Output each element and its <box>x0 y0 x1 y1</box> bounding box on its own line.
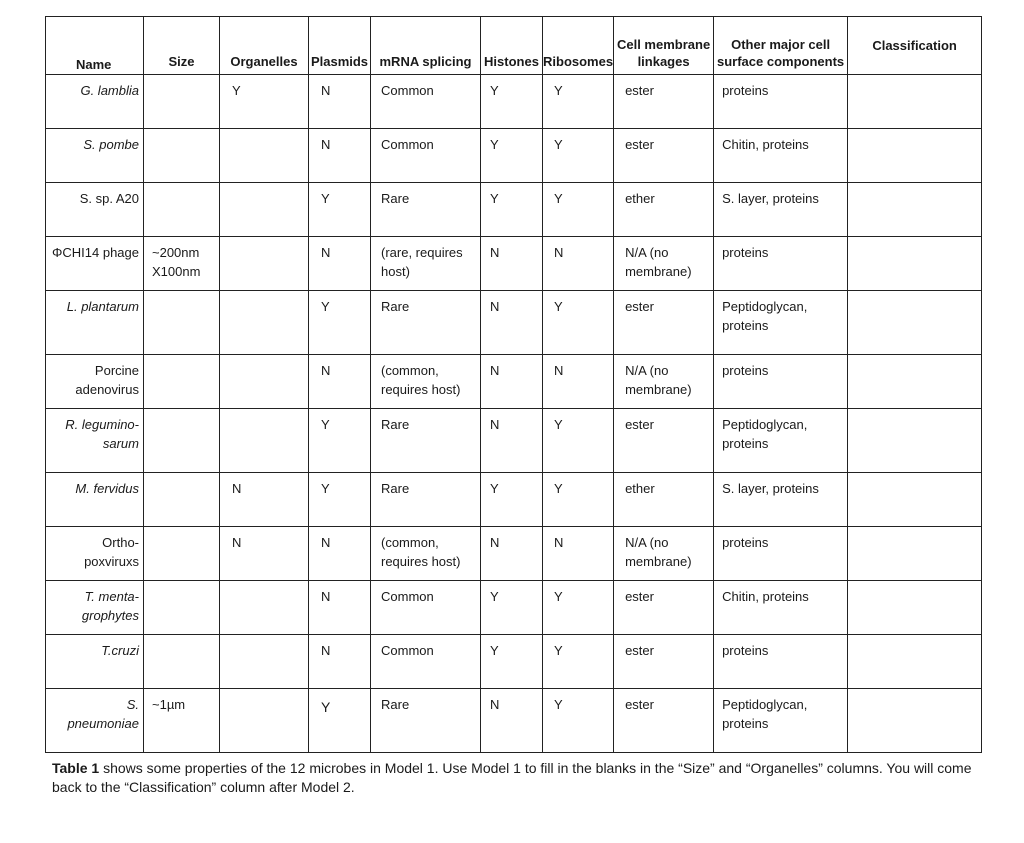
cell-classification-text <box>848 689 981 695</box>
cell-membrane-linkage-text: ester <box>625 697 654 712</box>
cell-classification <box>848 129 982 183</box>
cell-ribosomes-text: N <box>554 535 564 550</box>
cell-name <box>46 237 144 291</box>
cell-classification <box>848 635 982 689</box>
cell-surface-components <box>714 581 848 635</box>
cell-name-text: S. pombe <box>83 137 139 152</box>
cell-surface-components <box>714 291 848 355</box>
cell-surface-components-text: Chitin, proteins <box>722 137 809 152</box>
table-row <box>46 291 982 355</box>
cell-histones-text: N <box>490 363 500 378</box>
microbe-properties-table <box>45 16 982 753</box>
cell-membrane-linkage <box>614 355 714 409</box>
cell-plasmids <box>309 75 371 129</box>
cell-mrna-splicing <box>371 355 481 409</box>
cell-name <box>46 527 144 581</box>
cell-organelles-text <box>220 635 308 641</box>
cell-plasmids <box>309 581 371 635</box>
cell-ribosomes <box>543 635 614 689</box>
cell-histones-text: Y <box>490 481 499 496</box>
cell-surface-components <box>714 75 848 129</box>
cell-mrna-splicing <box>371 473 481 527</box>
cell-name-text: M. fervidus <box>75 481 139 496</box>
cell-size-text <box>144 291 219 297</box>
cell-membrane-linkage-text: ester <box>625 589 654 604</box>
cell-histones-text: Y <box>490 643 499 658</box>
cell-size <box>144 355 220 409</box>
cell-name-text: T. menta-grophytes <box>81 589 139 623</box>
cell-histones <box>481 409 543 473</box>
cell-mrna-splicing-text: (rare, requires host) <box>381 245 463 279</box>
cell-membrane-linkage-text: ester <box>625 83 654 98</box>
cell-organelles-text <box>220 581 308 587</box>
cell-mrna-splicing-text: Rare <box>381 481 410 496</box>
cell-histones-text: Y <box>490 83 499 98</box>
cell-membrane-linkage <box>614 75 714 129</box>
cell-membrane-linkage <box>614 689 714 753</box>
cell-organelles <box>220 635 309 689</box>
cell-plasmids-text: Y <box>321 417 330 432</box>
cell-membrane-linkage-text: ether <box>625 191 655 206</box>
cell-plasmids-text: Y <box>321 191 330 206</box>
cell-membrane-linkage <box>614 291 714 355</box>
table-row <box>46 355 982 409</box>
cell-surface-components-text: Peptidoglycan, proteins <box>722 417 808 451</box>
cell-membrane-linkage <box>614 635 714 689</box>
cell-histones-text: N <box>490 535 500 550</box>
cell-histones-text: Y <box>490 137 499 152</box>
cell-surface-components <box>714 183 848 237</box>
cell-surface-components-text: proteins <box>722 643 769 658</box>
cell-name <box>46 75 144 129</box>
cell-ribosomes <box>543 129 614 183</box>
cell-classification <box>848 689 982 753</box>
cell-classification-text <box>848 237 981 243</box>
cell-name-text: ΦCHI14 phage <box>52 245 139 260</box>
cell-name <box>46 581 144 635</box>
cell-classification <box>848 409 982 473</box>
cell-organelles-text: N <box>232 481 242 496</box>
cell-name-text: S. pneumoniae <box>67 697 139 731</box>
cell-histones <box>481 527 543 581</box>
cell-size <box>144 635 220 689</box>
cell-surface-components-text: S. layer, proteins <box>722 191 819 206</box>
cell-size-text <box>144 473 219 479</box>
cell-name <box>46 355 144 409</box>
cell-classification-text <box>848 75 981 81</box>
cell-size-text <box>144 183 219 189</box>
cell-size-text <box>144 635 219 641</box>
table-row <box>46 689 982 753</box>
cell-ribosomes <box>543 291 614 355</box>
cell-surface-components <box>714 237 848 291</box>
cell-plasmids <box>309 291 371 355</box>
cell-ribosomes-text: Y <box>554 137 563 152</box>
cell-size-text <box>144 409 219 415</box>
cell-mrna-splicing-text: Rare <box>381 417 410 432</box>
header-ribosomes: Ribosomes <box>543 17 614 75</box>
cell-surface-components <box>714 527 848 581</box>
cell-membrane-linkage <box>614 129 714 183</box>
cell-ribosomes-text: N <box>554 245 564 260</box>
cell-ribosomes-text: Y <box>554 299 563 314</box>
header-plasmids: Plasmids <box>309 17 371 75</box>
cell-histones <box>481 129 543 183</box>
header-classification: Classification <box>848 17 982 75</box>
cell-plasmids-text: N <box>321 83 331 98</box>
cell-plasmids-text: N <box>321 137 331 152</box>
cell-mrna-splicing-text: Rare <box>381 191 410 206</box>
cell-size <box>144 237 220 291</box>
cell-classification <box>848 527 982 581</box>
table-row <box>46 527 982 581</box>
cell-plasmids-text: Y <box>321 481 330 496</box>
table-row <box>46 237 982 291</box>
cell-mrna-splicing <box>371 581 481 635</box>
cell-mrna-splicing-text: Common <box>381 137 434 152</box>
cell-organelles <box>220 689 309 753</box>
cell-surface-components-text: proteins <box>722 245 769 260</box>
cell-histones <box>481 291 543 355</box>
cell-size <box>144 581 220 635</box>
cell-classification <box>848 581 982 635</box>
cell-name-text: S. sp. A20 <box>79 191 139 206</box>
cell-organelles <box>220 75 309 129</box>
cell-mrna-splicing <box>371 689 481 753</box>
cell-plasmids-text: N <box>321 535 331 550</box>
cell-membrane-linkage <box>614 237 714 291</box>
cell-name <box>46 129 144 183</box>
cell-histones-text: N <box>490 299 500 314</box>
cell-membrane-linkage-text: N/A (no membrane) <box>625 363 692 397</box>
cell-ribosomes <box>543 689 614 753</box>
cell-mrna-splicing <box>371 75 481 129</box>
cell-membrane-linkage <box>614 527 714 581</box>
cell-name <box>46 291 144 355</box>
cell-membrane-linkage-text: ester <box>625 417 654 432</box>
cell-membrane-linkage-text: N/A (no membrane) <box>625 245 692 279</box>
cell-ribosomes-text: N <box>554 363 564 378</box>
cell-classification-text <box>848 183 981 189</box>
cell-organelles <box>220 237 309 291</box>
cell-plasmids <box>309 473 371 527</box>
cell-plasmids <box>309 689 371 753</box>
cell-classification <box>848 75 982 129</box>
cell-membrane-linkage <box>614 473 714 527</box>
cell-size <box>144 409 220 473</box>
cell-size <box>144 689 220 753</box>
cell-organelles <box>220 409 309 473</box>
table-row <box>46 129 982 183</box>
cell-ribosomes-text: Y <box>554 589 563 604</box>
cell-ribosomes <box>543 237 614 291</box>
cell-classification <box>848 291 982 355</box>
cell-plasmids-text: N <box>321 589 331 604</box>
cell-mrna-splicing-text: Common <box>381 643 434 658</box>
cell-ribosomes-text: Y <box>554 83 563 98</box>
table-row <box>46 581 982 635</box>
cell-plasmids-text: N <box>321 643 331 658</box>
cell-ribosomes <box>543 355 614 409</box>
cell-name <box>46 473 144 527</box>
cell-surface-components <box>714 409 848 473</box>
cell-plasmids-text: N <box>321 363 331 378</box>
cell-ribosomes <box>543 75 614 129</box>
cell-name-text: Porcine adenovirus <box>75 363 139 397</box>
cell-surface-components-text: Chitin, proteins <box>722 589 809 604</box>
cell-surface-components <box>714 355 848 409</box>
table-row <box>46 183 982 237</box>
cell-size <box>144 473 220 527</box>
cell-classification-text <box>848 635 981 641</box>
cell-name-text: G. lamblia <box>80 83 139 98</box>
cell-membrane-linkage <box>614 183 714 237</box>
cell-surface-components <box>714 473 848 527</box>
cell-classification-text <box>848 409 981 415</box>
cell-surface-components <box>714 129 848 183</box>
cell-name-text: Ortho-poxviruxs <box>84 535 139 569</box>
cell-mrna-splicing <box>371 183 481 237</box>
cell-histones <box>481 689 543 753</box>
cell-plasmids <box>309 527 371 581</box>
cell-plasmids-text: N <box>321 245 331 260</box>
cell-histones <box>481 581 543 635</box>
cell-organelles-text <box>220 183 308 189</box>
header-surface-components: Other major cell surface components <box>714 17 848 75</box>
caption-label: Table 1 <box>52 760 100 776</box>
cell-surface-components-text: S. layer, proteins <box>722 481 819 496</box>
cell-organelles <box>220 527 309 581</box>
cell-histones <box>481 355 543 409</box>
cell-mrna-splicing <box>371 291 481 355</box>
cell-name-text: T.cruzi <box>101 643 139 658</box>
cell-size <box>144 129 220 183</box>
caption-text: shows some properties of the 12 microbes in Model 1. Use Model 1 to fill in the blanks in the “Size” and “Organelles” columns. You will come back to the “Classification” column after Model 2. <box>52 760 972 795</box>
cell-organelles <box>220 355 309 409</box>
cell-organelles <box>220 129 309 183</box>
cell-histones-text: N <box>490 697 500 712</box>
cell-organelles-text: N <box>232 535 242 550</box>
cell-plasmids-text: Y <box>321 299 330 314</box>
header-organelles: Organelles <box>220 17 309 75</box>
cell-plasmids <box>309 183 371 237</box>
cell-name <box>46 635 144 689</box>
cell-name-text: L. plantarum <box>66 299 139 314</box>
cell-histones-text: N <box>490 245 500 260</box>
cell-histones <box>481 635 543 689</box>
header-histones: Histones <box>481 17 543 75</box>
cell-mrna-splicing <box>371 635 481 689</box>
cell-mrna-splicing <box>371 527 481 581</box>
cell-plasmids <box>309 409 371 473</box>
cell-ribosomes <box>543 473 614 527</box>
cell-classification-text <box>848 129 981 135</box>
cell-size-text: ~200nm X100nm <box>152 245 201 279</box>
cell-size-text <box>144 581 219 587</box>
cell-name <box>46 689 144 753</box>
cell-size-text <box>144 129 219 135</box>
cell-classification <box>848 183 982 237</box>
header-size: Size <box>144 17 220 75</box>
cell-surface-components <box>714 635 848 689</box>
cell-organelles-text <box>220 409 308 415</box>
cell-mrna-splicing-text: Common <box>381 83 434 98</box>
cell-mrna-splicing <box>371 237 481 291</box>
cell-name <box>46 409 144 473</box>
cell-ribosomes-text: Y <box>554 697 563 712</box>
cell-ribosomes <box>543 409 614 473</box>
cell-organelles <box>220 473 309 527</box>
cell-surface-components-text: Peptidoglycan, proteins <box>722 697 808 731</box>
cell-surface-components-text: Peptidoglycan, proteins <box>722 299 808 333</box>
cell-histones <box>481 183 543 237</box>
cell-ribosomes <box>543 581 614 635</box>
cell-name-text: R. legumino-sarum <box>65 417 139 451</box>
cell-size <box>144 291 220 355</box>
cell-plasmids <box>309 635 371 689</box>
cell-membrane-linkage <box>614 409 714 473</box>
cell-membrane-linkage-text: ester <box>625 299 654 314</box>
cell-plasmids <box>309 355 371 409</box>
cell-plasmids-text: Y <box>321 699 331 715</box>
header-name: Name <box>46 17 144 75</box>
cell-histones <box>481 75 543 129</box>
cell-organelles-text <box>220 237 308 243</box>
cell-ribosomes <box>543 527 614 581</box>
cell-classification-text <box>848 355 981 361</box>
cell-membrane-linkage-text: ester <box>625 643 654 658</box>
cell-membrane-linkage-text: N/A (no membrane) <box>625 535 692 569</box>
cell-size <box>144 183 220 237</box>
cell-mrna-splicing-text: Rare <box>381 299 410 314</box>
cell-size <box>144 527 220 581</box>
cell-plasmids <box>309 237 371 291</box>
cell-histones-text: Y <box>490 589 499 604</box>
cell-organelles-text <box>220 689 308 695</box>
cell-surface-components <box>714 689 848 753</box>
cell-organelles <box>220 183 309 237</box>
table-row <box>46 409 982 473</box>
cell-mrna-splicing-text: (common, requires host) <box>381 363 461 397</box>
cell-surface-components-text: proteins <box>722 535 769 550</box>
header-mrna-splicing: mRNA splicing <box>371 17 481 75</box>
cell-mrna-splicing <box>371 129 481 183</box>
table-row <box>46 75 982 129</box>
cell-surface-components-text: proteins <box>722 83 769 98</box>
cell-size-text <box>144 355 219 361</box>
cell-mrna-splicing-text: Common <box>381 589 434 604</box>
cell-classification <box>848 473 982 527</box>
cell-organelles-text <box>220 129 308 135</box>
cell-ribosomes-text: Y <box>554 191 563 206</box>
cell-classification <box>848 355 982 409</box>
cell-organelles-text: Y <box>232 83 241 98</box>
cell-organelles-text <box>220 291 308 297</box>
cell-surface-components-text: proteins <box>722 363 769 378</box>
table-row <box>46 635 982 689</box>
cell-plasmids <box>309 129 371 183</box>
cell-mrna-splicing-text: (common, requires host) <box>381 535 461 569</box>
table-caption <box>52 759 992 797</box>
cell-size-text <box>144 75 219 81</box>
cell-classification-text <box>848 291 981 297</box>
header-cell-membrane-linkages: Cell membrane linkages <box>614 17 714 75</box>
cell-ribosomes-text: Y <box>554 643 563 658</box>
cell-membrane-linkage-text: ester <box>625 137 654 152</box>
cell-histones <box>481 473 543 527</box>
cell-mrna-splicing-text: Rare <box>381 697 410 712</box>
cell-mrna-splicing <box>371 409 481 473</box>
cell-name <box>46 183 144 237</box>
cell-membrane-linkage-text: ether <box>625 481 655 496</box>
cell-classification-text <box>848 581 981 587</box>
cell-membrane-linkage <box>614 581 714 635</box>
cell-size-text <box>144 527 219 533</box>
cell-ribosomes-text: Y <box>554 417 563 432</box>
cell-histones-text: Y <box>490 191 499 206</box>
cell-classification-text <box>848 473 981 479</box>
cell-organelles <box>220 291 309 355</box>
cell-size-text: ~1µm <box>152 697 186 712</box>
table-row <box>46 473 982 527</box>
cell-ribosomes <box>543 183 614 237</box>
cell-organelles <box>220 581 309 635</box>
cell-histones <box>481 237 543 291</box>
cell-ribosomes-text: Y <box>554 481 563 496</box>
cell-histones-text: N <box>490 417 500 432</box>
cell-classification-text <box>848 527 981 533</box>
header-row <box>46 17 982 75</box>
cell-organelles-text <box>220 355 308 361</box>
cell-classification <box>848 237 982 291</box>
cell-size <box>144 75 220 129</box>
